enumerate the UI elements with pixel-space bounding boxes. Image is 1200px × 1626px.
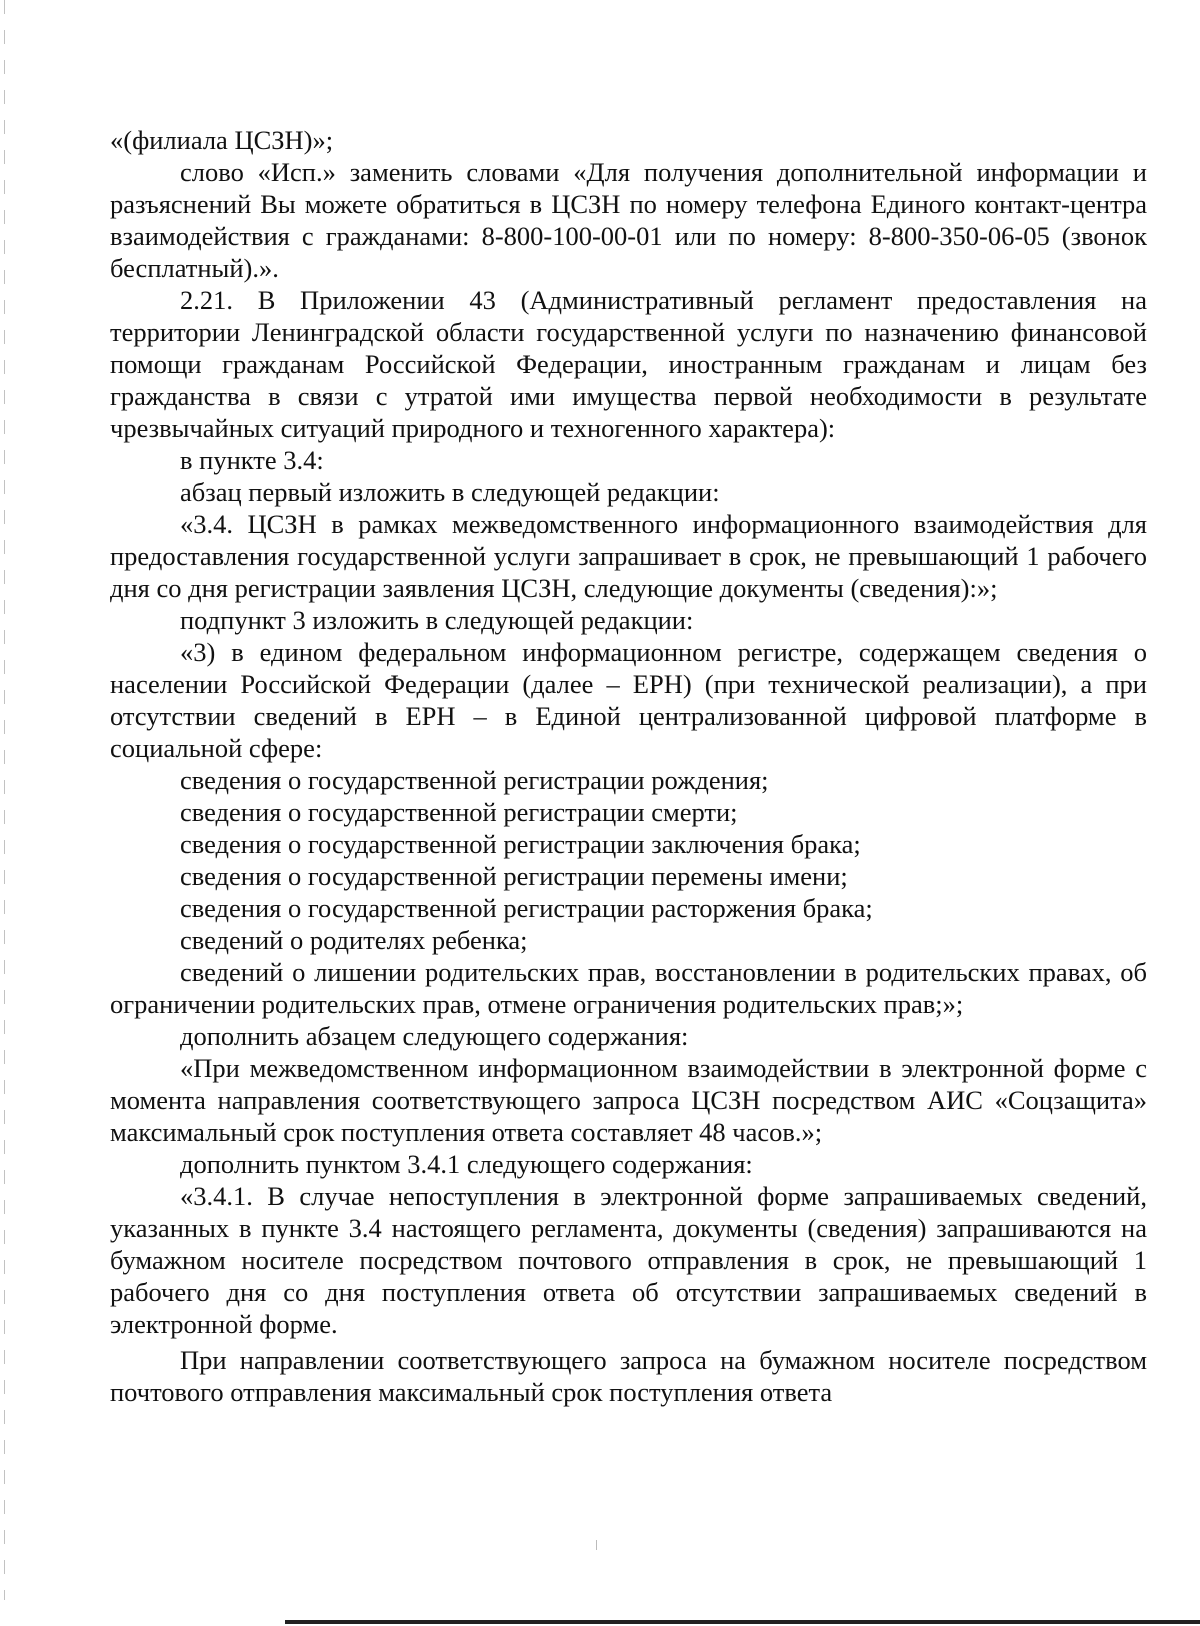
document-paragraph: «При межведомственном информационном взаимодействии в электронной форме с момента направления соответствующего запроса ЦСЗН посредством АИС «Соцзащита» максимальный срок поступления ответа составляет 48 часов.»; bbox=[110, 1053, 1147, 1147]
document-paragraph: «3) в едином федеральном информационном регистре, содержащем сведения о населении Российской Федерации (далее – ЕРН) (при технической реализации), а при отсутствии сведений в ЕРН – в Единой централизованной цифровой платформе в социальной сфере: bbox=[110, 637, 1147, 763]
document-paragraph: При направлении соответствующего запроса на бумажном носителе посредством почтового отправления максимальный срок поступления ответа bbox=[110, 1345, 1147, 1407]
document-paragraph: «(филиала ЦСЗН)»; bbox=[110, 125, 334, 155]
scan-dot-artifact bbox=[596, 1540, 597, 1550]
document-paragraph: абзац первый изложить в следующей редакции: bbox=[180, 477, 720, 507]
page-bottom-edge bbox=[285, 1620, 1200, 1624]
document-paragraph: в пункте 3.4: bbox=[180, 445, 324, 475]
document-paragraph: сведения о государственной регистрации перемены имени; bbox=[180, 861, 848, 891]
document-paragraph: слово «Исп.» заменить словами «Для получения дополнительной информации и разъяснений Вы можете обратиться в ЦСЗН по номеру телефона Единого контакт-центра взаимодействия с гражданами: 8-800-100-00-01 или по номеру: 8-800-350-06-05 (звонок бесплатный).». bbox=[110, 157, 1147, 283]
document-paragraph: «3.4.1. В случае непоступления в электронной форме запрашиваемых сведений, указанных в пункте 3.4 настоящего регламента, документы (сведения) запрашиваются на бумажном носителе посредством почтового отправления в срок, не превышающий 1 рабочего дня со дня поступления ответа об отсутствии запрашиваемых сведений в электронной форме. bbox=[110, 1181, 1147, 1339]
document-paragraph: дополнить пунктом 3.4.1 следующего содержания: bbox=[180, 1149, 753, 1179]
document-paragraph: «3.4. ЦСЗН в рамках межведомственного информационного взаимодействия для предоставления государственной услуги запрашивает в срок, не превышающий 1 рабочего дня со дня регистрации заявления ЦСЗН, следующие документы (сведения):»; bbox=[110, 509, 1147, 603]
document-paragraph: подпункт 3 изложить в следующей редакции: bbox=[180, 605, 694, 635]
document-paragraph: сведений о лишении родительских прав, восстановлении в родительских правах, об ограничении родительских прав, отмене ограничения родительских прав;»; bbox=[110, 957, 1147, 1019]
document-paragraph: сведения о государственной регистрации заключения брака; bbox=[180, 829, 861, 859]
document-paragraph: сведения о государственной регистрации рождения; bbox=[180, 765, 769, 795]
document-paragraph: сведений о родителях ребенка; bbox=[180, 925, 528, 955]
document-paragraph: сведения о государственной регистрации смерти; bbox=[180, 797, 738, 827]
document-page bbox=[110, 124, 1147, 1408]
document-paragraph: 2.21. В Приложении 43 (Административный регламент предоставления на территории Ленинградской области государственной услуги по назначению финансовой помощи гражданам Российской Федерации, иностранным гражданам и лицам без гражданства в связи с утратой ими имущества первой необходимости в результате чрезвычайных ситуаций природного и техногенного характера): bbox=[110, 285, 1147, 443]
scan-edge-artifact bbox=[4, 0, 5, 1600]
document-paragraph: сведения о государственной регистрации расторжения брака; bbox=[180, 893, 873, 923]
document-paragraph: дополнить абзацем следующего содержания: bbox=[180, 1021, 689, 1051]
